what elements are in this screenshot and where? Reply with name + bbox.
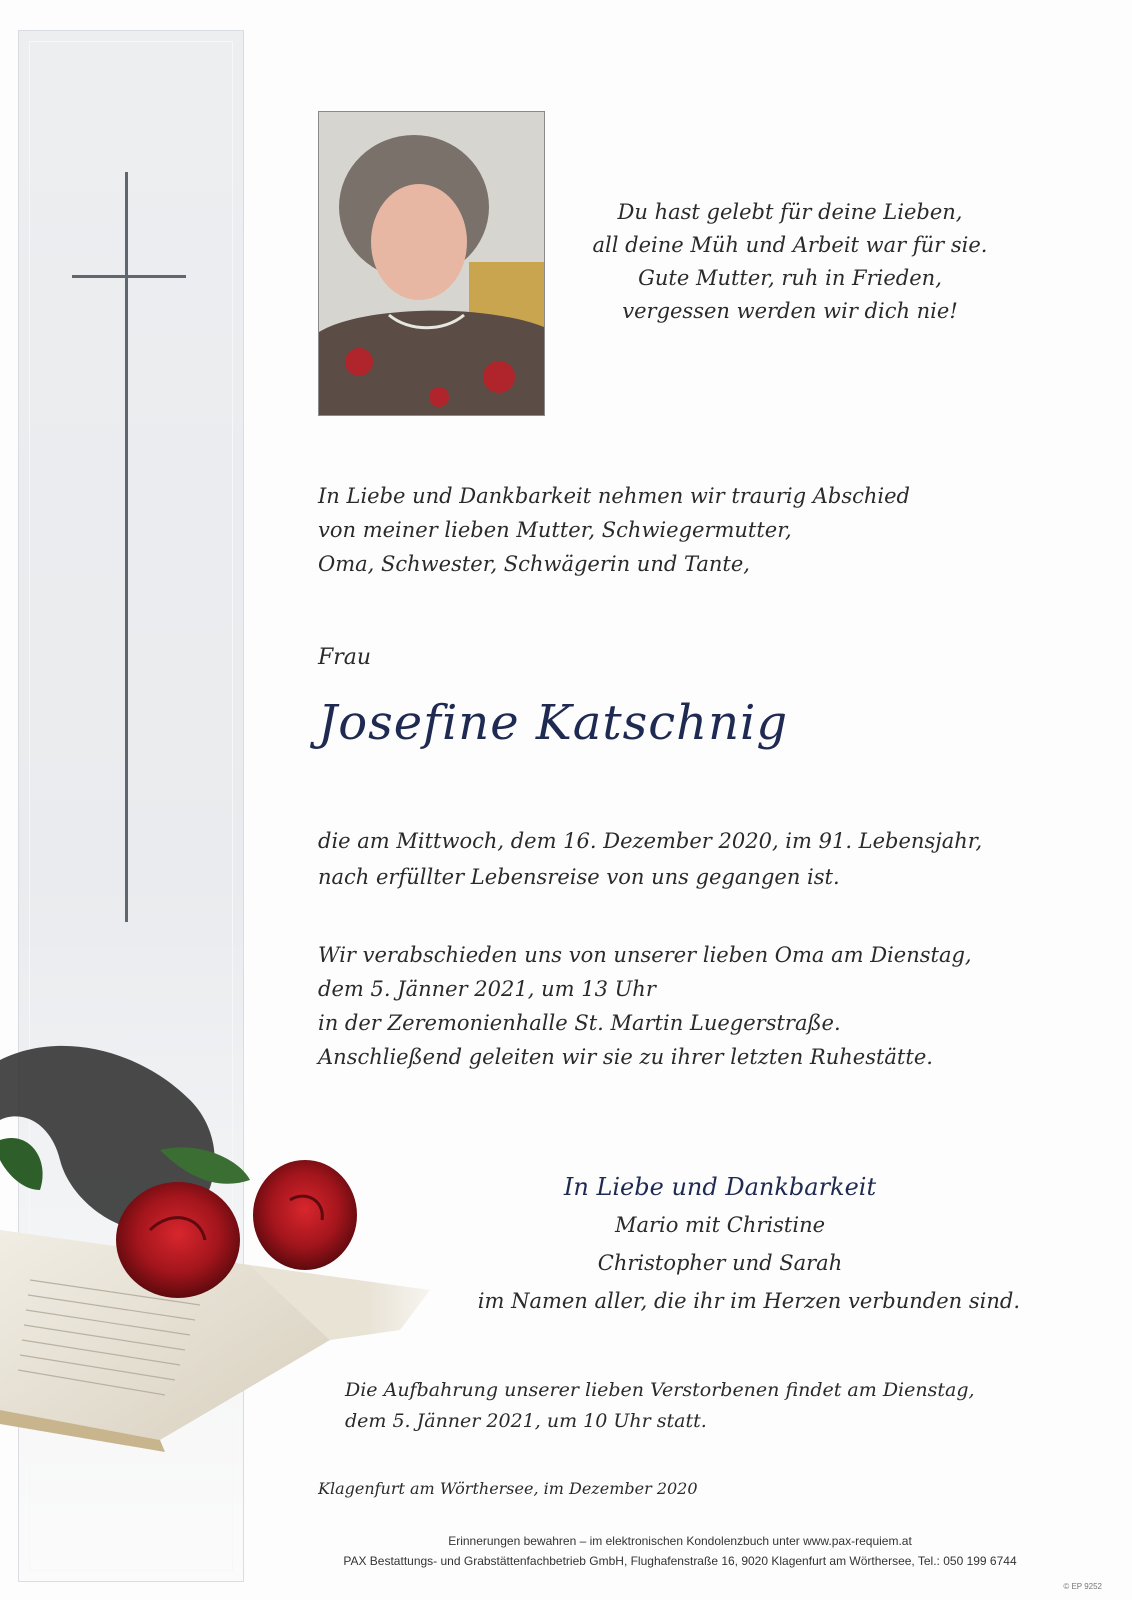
- poem-line: all deine Müh und Arbeit war für sie.: [592, 233, 988, 257]
- family-signoff: [420, 1168, 1020, 1320]
- funeral-line: in der Zeremonienhalle St. Martin Luegerstraße.: [318, 1011, 841, 1035]
- footer-company-line: PAX Bestattungs- und Grabstättenfachbetrieb GmbH, Flughafenstraße 16, 9020 Klagenfurt am Wörthersee, Tel.: 050 199 6744: [343, 1554, 1017, 1568]
- funeral-details: [318, 938, 1078, 1074]
- place-and-date: Klagenfurt am Wörthersee, im Dezember 2020: [318, 1479, 698, 1498]
- death-notice: [318, 823, 1078, 895]
- viewing-line: Die Aufbahrung unserer lieben Verstorbenen findet am Dienstag,: [345, 1379, 975, 1401]
- memorial-poem: [560, 196, 1020, 328]
- family-member-line: Christopher und Sarah: [597, 1251, 843, 1275]
- signoff-heading: In Liebe und Dankbarkeit: [563, 1173, 877, 1201]
- cross-vertical-bar: [125, 172, 128, 922]
- intro-line: von meiner lieben Mutter, Schwiegermutter,: [318, 518, 792, 542]
- poem-line: vergessen werden wir dich nie!: [622, 299, 958, 323]
- death-line: nach erfüllter Lebensreise von uns gegangen ist.: [318, 865, 840, 889]
- funeral-home-footer: [250, 1531, 1110, 1571]
- salutation: Frau: [318, 645, 372, 670]
- family-member-line: Mario mit Christine: [614, 1213, 826, 1237]
- funeral-line: dem 5. Jänner 2021, um 13 Uhr: [318, 977, 656, 1001]
- viewing-notice: [345, 1375, 1105, 1437]
- print-code: © EP 9252: [1063, 1582, 1102, 1591]
- intro-line: In Liebe und Dankbarkeit nehmen wir traurig Abschied: [318, 484, 910, 508]
- farewell-intro: [318, 479, 1078, 581]
- footer-condolence-line: Erinnerungen bewahren – im elektronischen Kondolenzbuch unter www.pax-requiem.at: [448, 1534, 912, 1548]
- poem-line: Gute Mutter, ruh in Frieden,: [638, 266, 942, 290]
- portrait-photo: [318, 111, 545, 416]
- funeral-line: Wir verabschieden uns von unserer lieben Oma am Dienstag,: [318, 943, 972, 967]
- intro-line: Oma, Schwester, Schwägerin und Tante,: [318, 552, 750, 576]
- deceased-name: Josefine Katschnig: [318, 695, 789, 751]
- funeral-line: Anschließend geleiten wir sie zu ihrer letzten Ruhestätte.: [318, 1045, 933, 1069]
- cross-horizontal-bar: [72, 275, 186, 278]
- viewing-line: dem 5. Jänner 2021, um 10 Uhr statt.: [345, 1410, 707, 1432]
- signoff-closing: im Namen aller, die ihr im Herzen verbunden sind.: [477, 1289, 1020, 1313]
- poem-line: Du hast gelebt für deine Lieben,: [617, 200, 963, 224]
- death-line: die am Mittwoch, dem 16. Dezember 2020, im 91. Lebensjahr,: [318, 829, 983, 853]
